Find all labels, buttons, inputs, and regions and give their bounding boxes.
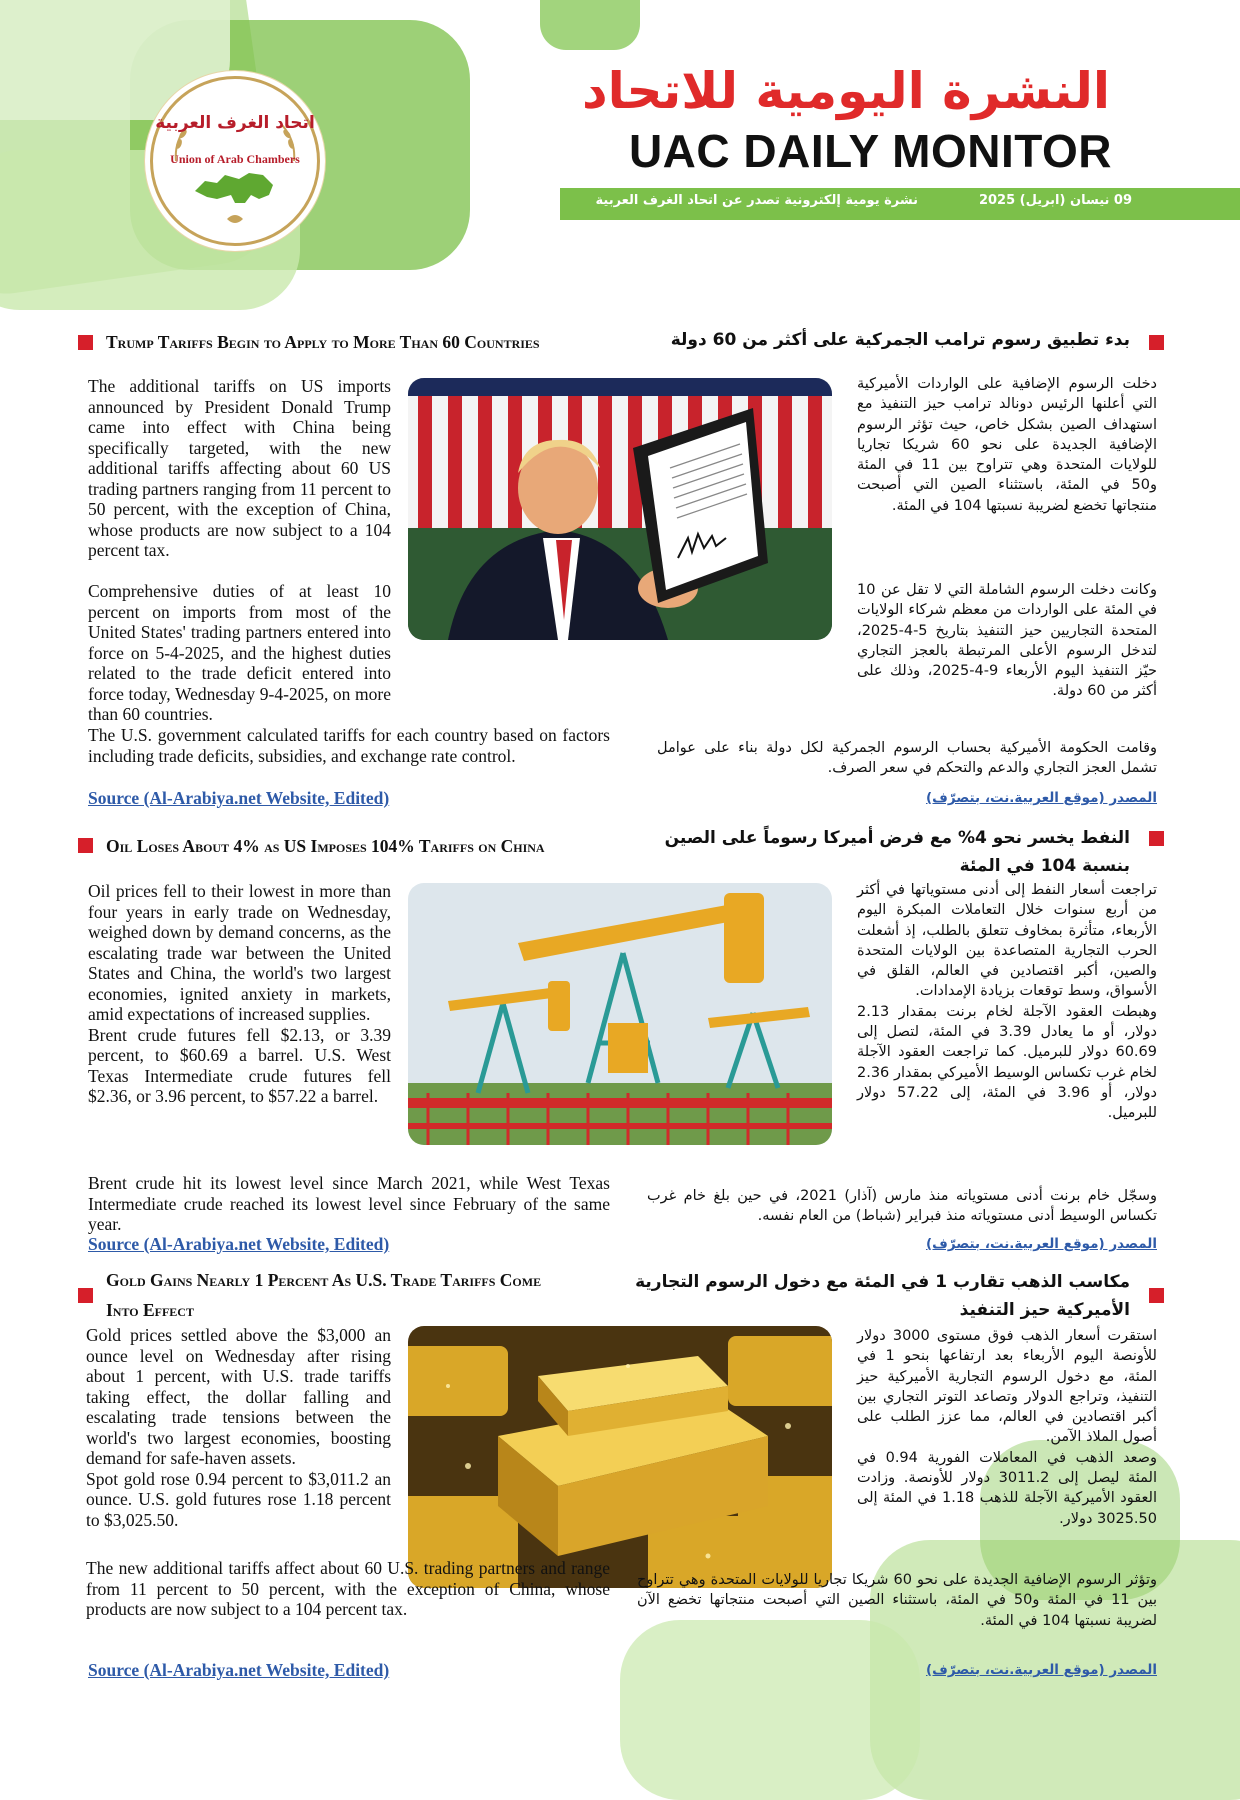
article2-body-en-wrap [88, 881, 391, 1107]
headline-marker [1149, 831, 1164, 846]
article2-source-en[interactable]: Source (Al-Arabiya.net Website, Edited) [88, 1234, 390, 1254]
headline-marker [1149, 1288, 1164, 1303]
article2-body-en-p2: Brent crude futures fell $2.13, or 3.39 percent, to $60.69 a barrel. U.S. West Texas Intermediate crude futures fell $2.36, or 3.96 percent, to $57.22 a barrel. [88, 1024, 391, 1106]
logo-text-en: Union of Arab Chambers [170, 152, 300, 166]
article2-body-ar-p1: تراجعت أسعار النفط إلى أدنى مستوياتها في أكثر من أربع سنوات خلال التعاملات المبكرة اليوم الأربعاء، متأثرة بمخاوف تتعلق بالطلب، إذ أشعلت الحرب التجارية المتصاعدة بين الولايات المتحدة والصين، أكبر اقتصادين في العالم، القلق في الأسواق، وسط توقعات بزيادة الإمدادات. [857, 882, 1157, 1000]
article1-body-en-p2: Comprehensive duties of at least 10 percent on imports from most of the United States' trading partners entered into force on 5-4-2025, and the highest duties related to the trade deficit entered into force today, Wednesday 9-4-2025, on more than 60 countries. [88, 581, 391, 724]
article3-body-en-p3: The new additional tariffs affect about 60 U.S. trading partners and range from 11 percent to 50 percent, with the exception of China, whose products are now subject to a 104 percent tax. [86, 1558, 610, 1619]
article1-source-ar[interactable]: المصدر (موقع العربية.نت، بتصرّف) [925, 790, 1157, 806]
article3-headline-en-line2: Into Effect [106, 1300, 194, 1320]
article3-headline-ar: مكاسب الذهب تقارب 1 في المئة مع دخول الرسوم التجارية الأميركية حيز التنفيذ [635, 1272, 1130, 1320]
article1-body-ar-wrap [657, 738, 1157, 779]
article2-body-ar-wrap [857, 880, 1157, 1124]
article1-body-ar-wrap [857, 374, 1157, 516]
article2-photo-oil-pumps [408, 883, 832, 1145]
headline-marker [78, 1288, 93, 1303]
article1-body-en-wrap [88, 581, 391, 725]
article1-body-ar-p2: وكانت دخلت الرسوم الشاملة التي لا تقل عن 10 في المئة على الواردات من معظم شركاء الولايات المتحدة التجاريين حيز التنفيذ بتاريخ 5-4-2025، لتدخل الرسوم الأعلى المرتبطة بالعجز التجاري حيّز التنفيذ اليوم الأربعاء 9-4-2025، وذلك على أكثر من 60 دولة. [857, 582, 1157, 700]
article3-source-ar[interactable]: المصدر (موقع العربية.نت، بتصرّف) [925, 1662, 1157, 1678]
article3-source-en[interactable]: Source (Al-Arabiya.net Website, Edited) [88, 1660, 390, 1680]
article1-body-ar-p3: وقامت الحكومة الأميركية بحساب الرسوم الجمركية لكل دولة بناء على عوامل تشمل العجز التجاري والدعم والتحكم في سعر الصرف. [657, 740, 1157, 777]
header-tagline: نشرة يومية إلكترونية تصدر عن اتحاد الغرف العربية [595, 193, 918, 208]
uac-logo [150, 76, 320, 246]
article1-body-ar-p1: دخلت الرسوم الإضافية على الواردات الأميركية التي أعلنها الرئيس دونالد ترامب حيز التنفيذ مع استهداف الصين بشكل خاص، حيث تؤثر الرسوم الإضافية الجديدة على نحو 60 شريكا تجاريا للولايات المتحدة وهي تتراوح بين 11 في المئة و50 في المئة، باستثناء الصين التي أصبحت منتجاتها تخضع لضريبة نسبتها 104 في المئة. [857, 376, 1157, 514]
article2-source-ar[interactable]: المصدر (موقع العربية.نت، بتصرّف) [925, 1236, 1157, 1252]
article1-body-ar-wrap [857, 580, 1157, 702]
decor-shape [540, 0, 640, 50]
article1-photo-trump-signing [408, 378, 832, 640]
logo-text-ar: اتحاد الغرف العربية [155, 113, 315, 133]
article3-headline-en-line1: Gold Gains Nearly 1 Percent As U.S. Trade Tariffs Come [106, 1270, 542, 1290]
article2-headline-en: Oil Loses About 4% as US Imposes 104% Tariffs on China [106, 836, 545, 856]
header-title-arabic: النشرة اليومية للاتحاد [582, 62, 1110, 120]
article3-body-en-wrap [86, 1558, 610, 1620]
article2-body-en-p1: Oil prices fell to their lowest in more than four years in early trade on Wednesday, weighed down by demand concerns, as the escalating trade war between the United States and China, the world's two largest economies, ignited anxiety in markets, amid expectations of increased supplies. [88, 881, 391, 1024]
article1-body-en-p3: The U.S. government calculated tariffs for each country based on factors including trade deficits, subsidies, and exchange rate control. [88, 725, 610, 766]
article1-body-en-wrap [88, 376, 391, 561]
article3-body-en-p2: Spot gold rose 0.94 percent to $3,011.2 an ounce. U.S. gold futures rose 1.18 percent to $3,025.50. [86, 1468, 391, 1530]
article3-body-en-wrap [86, 1325, 391, 1530]
article2-body-ar-wrap [647, 1186, 1157, 1227]
article2-body-ar-p3: وسجّل خام برنت أدنى مستوياته منذ مارس (آذار) 2021، في حين بلغ خام غرب تكساس الوسيط أدنى مستوياته منذ فبراير (شباط) من العام نفسه. [647, 1188, 1158, 1225]
decor-shape [620, 1620, 920, 1800]
article3-body-ar-wrap [857, 1326, 1157, 1529]
article1-headline-ar: بدء تطبيق رسوم ترامب الجمركية على أكثر من 60 دولة [670, 330, 1130, 350]
headline-marker [78, 335, 93, 350]
article2-body-ar-p2: وهبطت العقود الآجلة لخام برنت بمقدار 2.13 دولار، أو ما يعادل 3.39 في المئة، لتصل إلى 60.69 دولار للبرميل. كما تراجعت العقود الآجلة لخام غرب تكساس الوسيط الأميركي بمقدار 2.36 دولار، أو 3.96 في المئة، إلى 57.22 دولار للبرميل. [857, 1003, 1157, 1122]
article1-headline-en: Trump Tariffs Begin to Apply to More Than 60 Countries [106, 332, 540, 352]
article3-body-ar-wrap [637, 1570, 1157, 1631]
article3-body-ar-p2: وصعد الذهب في المعاملات الفورية 0.94 في المئة ليصل إلى 3011.2 دولار للأونصة. وزادت العقود الأميركية الآجلة للذهب 1.18 في المئة إلى 3025.50 دولار. [857, 1449, 1158, 1527]
article2-body-en-p3: Brent crude hit its lowest level since March 2021, while West Texas Intermediate crude reached its lowest level since February of the same year. [88, 1173, 610, 1234]
article2-body-en-wrap [88, 1173, 610, 1235]
headline-marker [1149, 335, 1164, 350]
headline-marker [78, 838, 93, 853]
article1-body-en-p1: The additional tariffs on US imports announced by President Donald Trump came into effect with China being specifically targeted, with the new additional tariffs affecting about 60 US trading partners ranging from 11 percent to 50 percent, with the exception of China, whose products are now subject to a 104 percent tax. [88, 376, 391, 560]
article3-photo-gold-bars [408, 1326, 832, 1588]
article3-body-en-p1: Gold prices settled above the $3,000 an ounce level on Wednesday after rising about 1 percent, with U.S. trade tariffs taking effect, the dollar falling and escalating trade tensions between the world's two largest economies, boosting demand for safe-haven assets. [86, 1325, 391, 1468]
header-title-english: UAC DAILY MONITOR [628, 125, 1112, 177]
article3-body-ar-p1: استقرت أسعار الذهب فوق مستوى 3000 دولار للأونصة اليوم الأربعاء بعد ارتفاعها بنحو 1 في المئة، مع دخول الرسوم التجارية الأميركية حيز التنفيذ، وتراجع الدولار وتصاعد التوتر التجاري بين أكبر اقتصادين في العالم، مما عزز الطلب على أصول الملاذ الآمن. [857, 1328, 1158, 1446]
article3-body-ar-p3: وتؤثر الرسوم الإضافية الجديدة على نحو 60 شريكا تجاريا للولايات المتحدة وهي تتراوح بين 11 في المئة و50 في المئة، باستثناء الصين التي أصبحت منتجاتها تخضع الآن لضريبة نسبتها 104 في المئة. [637, 1572, 1157, 1629]
article1-body-en-wrap [88, 725, 610, 766]
article2-headline-ar: النفط يخسر نحو 4% مع فرض أميركا رسوماً على الصين بنسبة 104 في المئة [664, 828, 1130, 876]
article1-source-en[interactable]: Source (Al-Arabiya.net Website, Edited) [88, 788, 390, 808]
header-date: 09 نيسان (ابريل) 2025 [978, 193, 1132, 208]
